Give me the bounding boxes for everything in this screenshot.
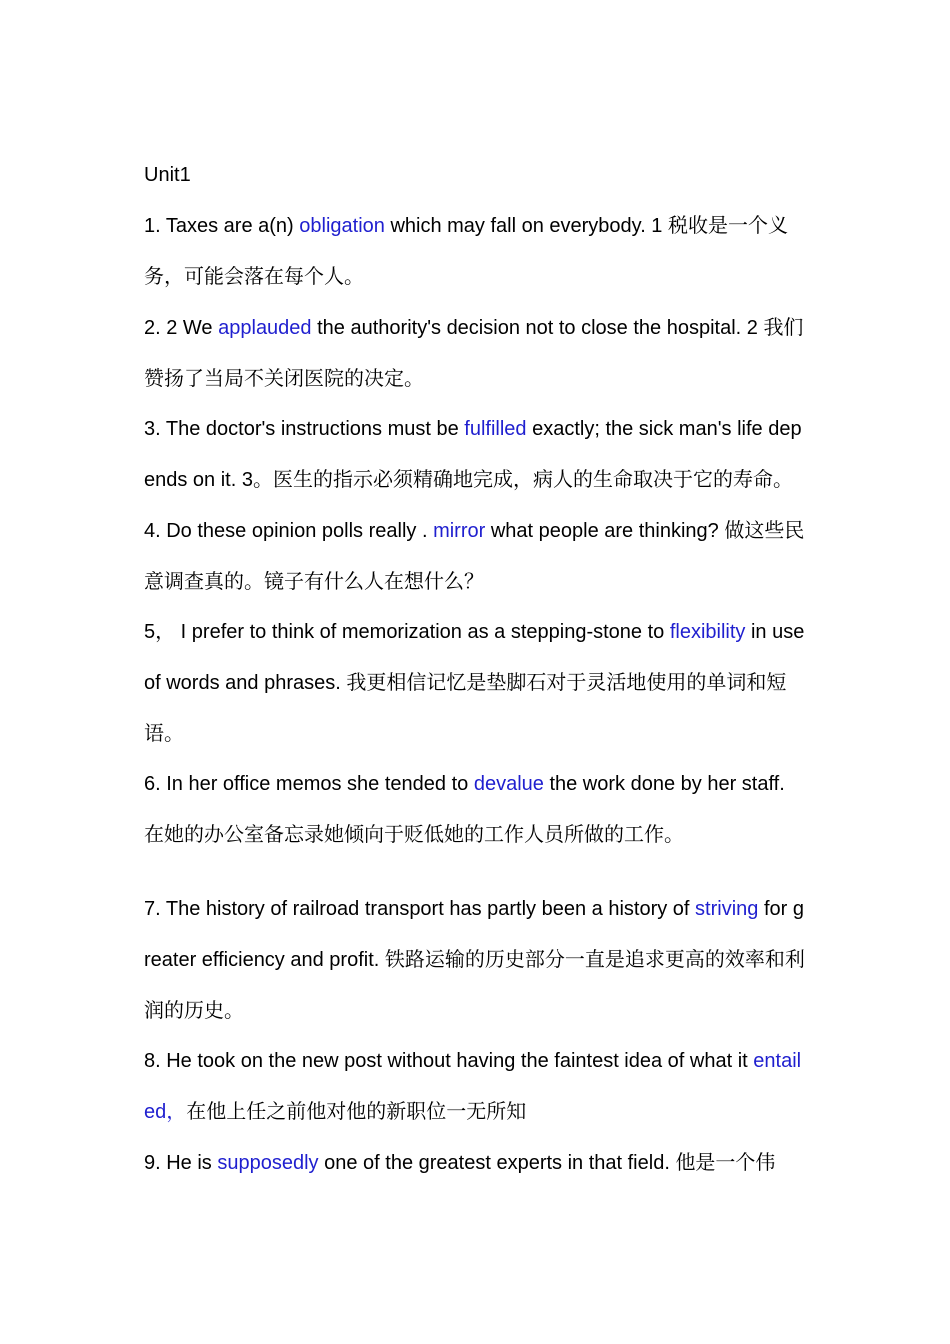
keyword: applauded [218,317,312,339]
sentence-8: 8. He took on the new post without having the faintest idea of what it entailed，在他上任之前他对他的新职位一无所知 [144,1050,802,1123]
keyword: devalue [473,773,544,795]
translation: 他是一个伟 [675,1150,776,1174]
sentence-7: 7. The history of railroad transport has partly been a history of striving for greater efficiency and profit. 铁路运输的历史部分一直是追求更高的效率和利润的历史。 [144,898,805,1022]
translation: 。医生的指示必须精确地完成，病人的生命取决于它的寿命。 [252,467,793,491]
sentence-9: 9. He is supposedly one of the greatest experts in that field. 他是一个伟 [144,1150,776,1174]
translation: 在她的办公室备忘录她倾向于贬低她的工作人员所做的工作。 [144,822,684,846]
sentence-5: 5， I prefer to think of memorization as a stepping-stone to flexibility in use of words and phrases. 我更相信记忆是垫脚石对于灵活地使用的单词和短语。 [144,621,805,745]
keyword: obligation [299,215,385,237]
translation: 我们赞扬了当局不关闭医院的决定。 [144,315,804,390]
document-body [144,150,809,1188]
translation: 税收是一个义务，可能会落在每个人。 [144,213,788,288]
keyword: flexibility [669,621,746,643]
keyword: striving [695,898,759,920]
sentence-2: 2. 2 We applauded the authority's decision not to close the hospital. 2 我们赞扬了当局不关闭医院的决定。 [144,315,804,390]
sentence-6: 6. In her office memos she tended to devalue the work done by her staff. 在她的办公室备忘录她倾向于贬低她的工作人员所做的工作。 [144,773,785,846]
keyword: mirror [433,520,486,542]
unit-title: Unit1 [144,164,191,186]
translation: 做这些民意调查真的。镜子有什么人在想什么？ [144,518,805,593]
sentence-1: 1. Taxes are a(n) obligation which may fall on everybody. 1 税收是一个义务，可能会落在每个人。 [144,213,788,288]
paragraph-gap [144,860,809,884]
keyword: entailed， [144,1050,802,1123]
translation: 铁路运输的历史部分一直是追求更高的效率和利润的历史。 [144,947,805,1022]
keyword: fulfilled [464,418,527,440]
translation: 我更相信记忆是垫脚石对于灵活地使用的单词和短语。 [144,670,787,745]
sentence-4: 4. Do these opinion polls really . mirror what people are thinking? 做这些民意调查真的。镜子有什么人在想什么？ [144,518,805,593]
sentence-3: 3. The doctor's instructions must be fulfilled exactly; the sick man's life depends on it. 3。医生的指示必须精确地完成，病人的生命取决于它的寿命。 [144,418,802,491]
keyword: supposedly [217,1152,319,1174]
translation: 在他上任之前他对他的新职位一无所知 [186,1099,527,1123]
